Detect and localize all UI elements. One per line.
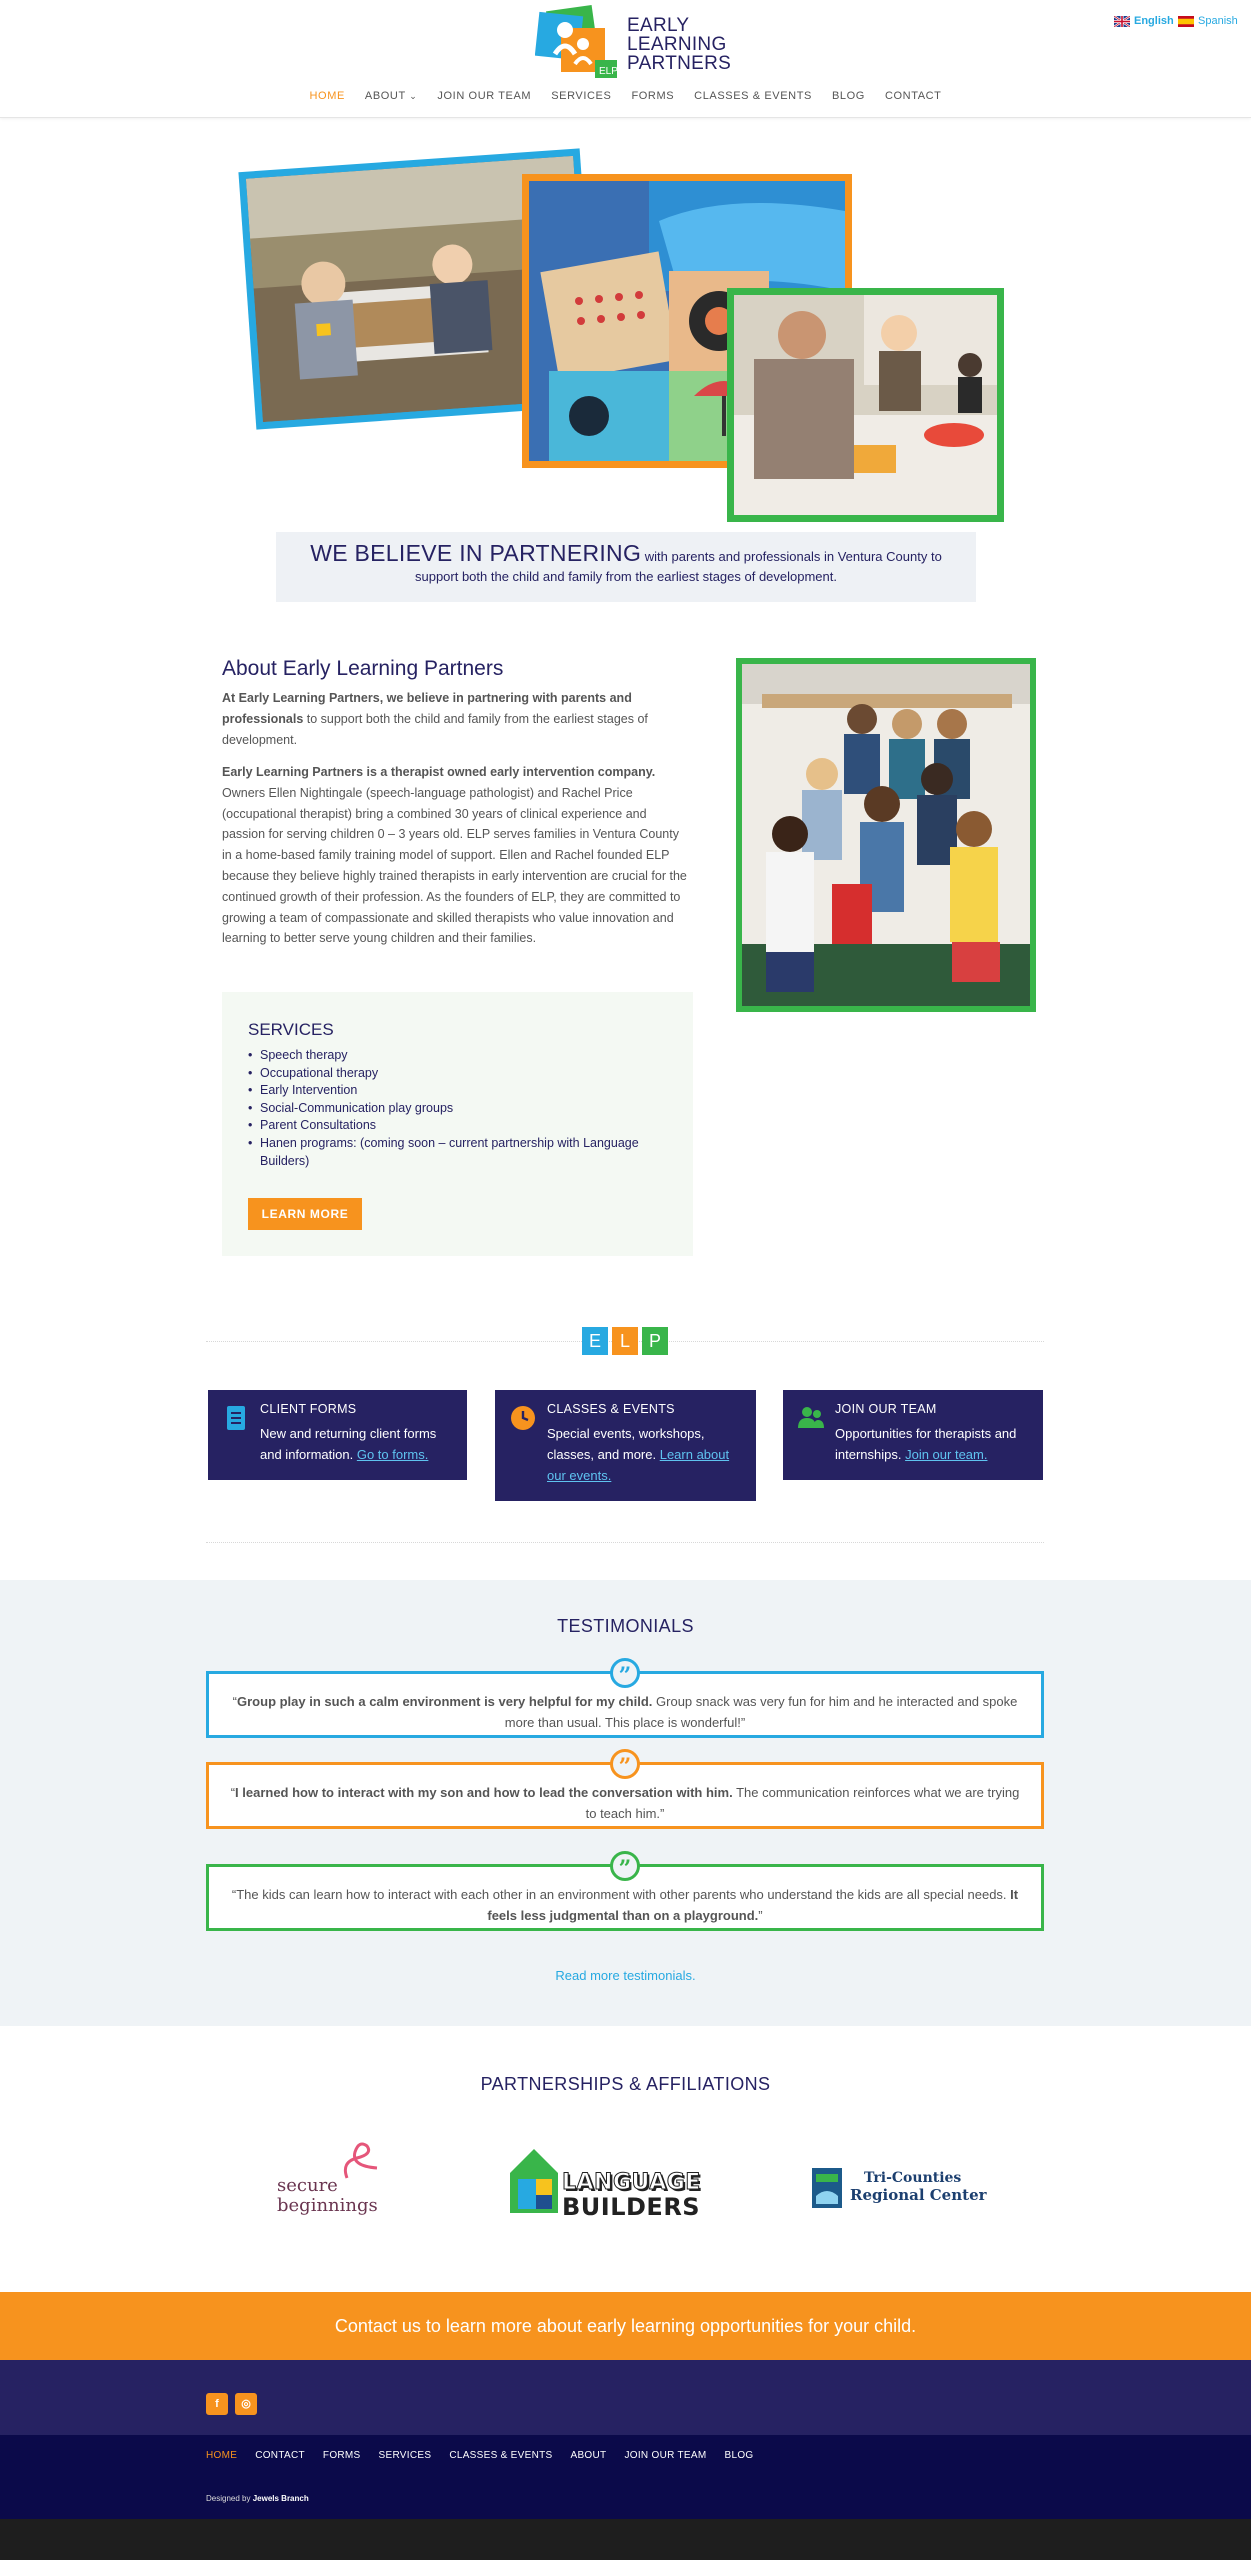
about-paragraph-1 <box>222 688 692 750</box>
about-p1-bold: At Early Learning Partners, we believe in partnering with parents and professionals <box>222 691 632 726</box>
photo-therapist-with-child <box>734 295 997 515</box>
footer-nav-contact[interactable]: CONTACT <box>255 2450 305 2461</box>
nav-blog[interactable]: BLOG <box>831 90 865 102</box>
elp-letter-p: P <box>642 1327 668 1355</box>
client-forms-card <box>208 1390 467 1480</box>
classes-events-card <box>495 1390 756 1501</box>
testimonial-bold: It feels less judgmental than on a playground. <box>487 1887 1019 1923</box>
card-title: JOIN OUR TEAM <box>835 1402 937 1416</box>
logo-mark-icon <box>535 4 623 82</box>
mission-banner <box>276 532 976 602</box>
testimonial-text: Group snack was very fun for him and he interacted and spoke more than usual. This place is wonderful!” <box>504 1694 1018 1730</box>
site-header <box>0 0 1251 118</box>
designer-credit <box>206 2494 309 2503</box>
card-body <box>835 1424 1035 1466</box>
contact-cta-banner[interactable]: Contact us to learn more about early learning opportunities for your child. <box>0 2292 1251 2360</box>
chevron-down-icon: ⌄ <box>409 91 418 101</box>
nav-about-label: ABOUT <box>364 90 406 102</box>
go-to-forms-link[interactable]: Go to forms. <box>356 1446 429 1462</box>
testimonial-text: “The kids can learn how to interact with each other in an environment with other parents who understand the kids are all special needs. <box>231 1887 1011 1902</box>
card-body <box>260 1424 460 1466</box>
document-icon <box>222 1404 250 1432</box>
service-item: • Speech therapy <box>248 1047 668 1065</box>
nav-home[interactable]: HOME <box>309 90 345 102</box>
nav-about[interactable] <box>365 90 418 102</box>
footer-nav-services[interactable]: SERVICES <box>378 2450 432 2461</box>
testimonial-close-quote: ” <box>758 1907 763 1923</box>
about-p2-bold: Early Learning Partners is a therapist owned early intervention company. <box>222 765 656 779</box>
secure-beginnings-logo[interactable] <box>275 2142 395 2222</box>
card-text: Opportunities for therapists and internships. <box>835 1426 1017 1462</box>
mission-line-2: support both the child and family from the earliest stages of development. <box>414 569 837 584</box>
language-english-label: English <box>1134 15 1174 27</box>
mission-line-1: with parents and professionals in Ventura County to <box>641 549 942 564</box>
testimonial-bold: I learned how to interact with my son and how to lead the conversation with him. <box>235 1785 733 1800</box>
page-bottom-bar <box>0 2519 1251 2560</box>
site-logo[interactable] <box>535 4 732 82</box>
logo-line: secure <box>277 2175 338 2196</box>
testimonial-open-quote: “ <box>230 1785 236 1800</box>
join-our-team-card <box>783 1390 1043 1480</box>
service-item: • Hanen programs: (coming soon – current partnership with Language Builders) <box>248 1135 668 1170</box>
nav-contact[interactable]: CONTACT <box>884 90 942 102</box>
language-builders-wordmark <box>562 2171 701 2219</box>
service-item: • Social-Communication play groups <box>248 1100 668 1118</box>
credit-prefix: Designed by <box>206 2494 253 2503</box>
elp-letter-e: E <box>582 1327 608 1355</box>
services-panel <box>222 992 693 1256</box>
testimonials-title: TESTIMONIALS <box>557 1616 694 1636</box>
footer-nav-home[interactable]: HOME <box>206 2450 238 2461</box>
testimonial-bold: Group play in such a calm environment is very helpful for my child. <box>237 1694 653 1709</box>
footer-nav-classes-events[interactable]: CLASSES & EVENTS <box>449 2450 553 2461</box>
tri-counties-wordmark <box>850 2170 987 2204</box>
regional-center-icon <box>810 2166 844 2210</box>
testimonial-open-quote: “ <box>232 1694 238 1709</box>
logo-line: BUILDERS <box>562 2193 701 2221</box>
logo-wordmark <box>627 16 731 73</box>
footer-nav-join-our-team[interactable]: JOIN OUR TEAM <box>624 2450 707 2461</box>
language-spanish[interactable] <box>1178 15 1238 27</box>
logo-line: LANGUAGE <box>562 2170 701 2195</box>
nav-classes-events[interactable]: CLASSES & EVENTS <box>694 90 812 102</box>
testimonial-text: The communication reinforces what we are trying to teach him.” <box>585 1785 1020 1821</box>
about-title: About Early Learning Partners <box>222 657 504 680</box>
about-paragraph-2 <box>222 762 692 949</box>
logo-line: beginnings <box>277 2195 378 2216</box>
logo-line: Regional Center <box>850 2186 987 2204</box>
read-more-testimonials-link[interactable]: Read more testimonials. <box>555 1968 696 1983</box>
facebook-icon[interactable]: f <box>206 2393 228 2415</box>
tri-counties-logo[interactable] <box>810 2164 990 2214</box>
spain-flag-icon <box>1178 16 1194 27</box>
language-builders-logo[interactable] <box>506 2143 701 2223</box>
footer-nav-about[interactable]: ABOUT <box>570 2450 607 2461</box>
card-title: CLASSES & EVENTS <box>547 1402 675 1416</box>
designer-link[interactable]: Jewels Branch <box>252 2494 309 2503</box>
section-divider <box>206 1542 1044 1543</box>
service-item: • Occupational therapy <box>248 1065 668 1083</box>
photo-team-group <box>742 664 1030 1006</box>
card-body <box>547 1424 747 1486</box>
about-p2-text: Owners Ellen Nightingale (speech-language pathologist) and Rachel Price (occupational therapist) bring a combined 30 years of clinical experience and passion for serving children 0 – 3 years old. ELP serves families in Ventura County in a home-based family training model of support. Ellen and Rachel founded ELP because they believe highly trained therapists in early intervention are crucial for the continued growth of their profession. As the founders of ELP, they are committed to growing a team of compassionate and skilled therapists who value innovation and learning to better serve young children and their families. <box>222 785 687 946</box>
logo-badge: ELP <box>599 66 618 77</box>
partnerships-title: PARTNERSHIPS & AFFILIATIONS <box>480 2074 771 2094</box>
people-icon <box>797 1404 825 1432</box>
nav-join-our-team[interactable]: JOIN OUR TEAM <box>437 90 532 102</box>
service-item: • Parent Consultations <box>248 1117 668 1135</box>
quote-icon: ” <box>610 1658 640 1688</box>
footer-nav-forms[interactable]: FORMS <box>322 2450 361 2461</box>
mission-headline: WE BELIEVE IN PARTNERING <box>310 540 642 566</box>
card-text: New and returning client forms and information. <box>260 1426 437 1462</box>
hero-photo-therapist <box>727 288 1004 522</box>
language-english[interactable] <box>1114 15 1174 27</box>
footer-nav <box>206 2450 754 2461</box>
service-item: • Early Intervention <box>248 1082 668 1100</box>
quote-icon: ” <box>610 1749 640 1779</box>
services-title: SERVICES <box>248 1020 334 1039</box>
main-nav <box>0 90 1251 102</box>
elp-letter-l: L <box>612 1327 638 1355</box>
footer-nav-blog[interactable]: BLOG <box>724 2450 754 2461</box>
team-photo <box>736 658 1036 1012</box>
services-list <box>248 1047 668 1170</box>
logo-line-2: LEARNING <box>627 34 727 55</box>
language-spanish-label: Spanish <box>1198 15 1238 27</box>
learn-more-button[interactable]: LEARN MORE <box>248 1198 362 1230</box>
logo-line: Tri-Counties <box>864 2170 962 2186</box>
footer-social-bar <box>0 2360 1251 2435</box>
uk-flag-icon <box>1114 16 1130 27</box>
footer-credit-bar <box>0 2477 1251 2519</box>
learn-about-events-link[interactable]: Learn about our events. <box>547 1446 730 1483</box>
card-text: Special events, workshops, classes, and more. <box>547 1426 705 1462</box>
join-our-team-link[interactable]: Join our team. <box>905 1446 988 1462</box>
puzzle-house-icon <box>506 2143 566 2217</box>
logo-line-1: EARLY <box>627 15 690 36</box>
nav-services[interactable]: SERVICES <box>551 90 612 102</box>
secure-beginnings-wordmark <box>277 2176 378 2216</box>
quote-icon: ” <box>610 1851 640 1881</box>
card-title: CLIENT FORMS <box>260 1402 357 1416</box>
nav-forms[interactable]: FORMS <box>631 90 675 102</box>
clock-icon <box>509 1404 537 1432</box>
about-p1-text: to support both the child and family from the earliest stages of development. <box>222 711 648 747</box>
logo-line-3: PARTNERS <box>627 53 732 74</box>
instagram-icon[interactable]: ◎ <box>235 2393 257 2415</box>
